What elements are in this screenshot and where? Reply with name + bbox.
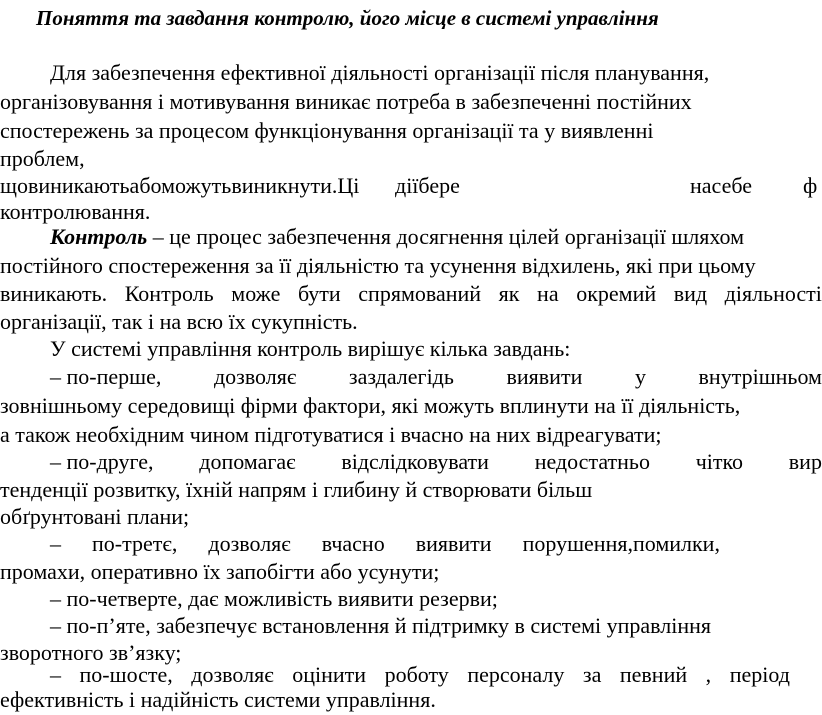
p2-line-4: організації, так і на всю їх сукупність. — [0, 309, 358, 334]
item-first-line-1 — [50, 363, 822, 391]
p1-line-1: Для забезпечення ефективної діяльності організації після планування, — [50, 60, 710, 85]
p2-word: діяльності — [724, 281, 822, 306]
item-word: – по-друге, — [50, 449, 154, 474]
p2-word: Контроль — [124, 281, 214, 306]
p2-word: на — [537, 281, 559, 306]
p2-word: як — [498, 281, 520, 306]
item-word: вир — [788, 449, 822, 474]
p1-line-4: проблем, — [0, 146, 85, 171]
p2-word: вид — [673, 281, 708, 306]
p2-word: може — [231, 281, 281, 306]
p1-line-5 — [0, 172, 816, 200]
p2-word: окремий — [576, 281, 657, 306]
p1-line-6: контролювання. — [0, 199, 151, 224]
p1-line-3: спостережень за процесом функціонування організації та у виявленні — [0, 118, 654, 143]
item-word: чітко — [695, 449, 744, 474]
item-word: вчасно — [321, 531, 385, 556]
p1-line-5-word: діїбере — [395, 173, 460, 198]
item-third-line-1 — [50, 530, 720, 558]
item-word: по-шосте, — [79, 662, 173, 687]
document-title: Поняття та завдання контролю, його місце в системі управління — [36, 6, 659, 30]
p2-word: бути — [297, 281, 341, 306]
item-word: недостатньо — [534, 449, 650, 474]
p1-line-5-word: щовиникаютьабоможутьвиникнути.Ці — [0, 173, 360, 198]
item-word: по-третє, — [92, 531, 178, 556]
item-word: – — [50, 662, 61, 687]
item-word: дозволяє — [213, 364, 297, 389]
p2-line-1 — [50, 223, 744, 251]
item-word: у — [634, 364, 646, 389]
item-second-line-2: тенденції розвитку, їхній напрям і глибину й створювати більш — [0, 477, 593, 502]
item-word: , — [705, 662, 712, 687]
item-first-line-2: зовнішньому середовищі фірми фактори, які можуть вплинути на її діяльність, — [0, 393, 741, 418]
item-second-line-1 — [50, 448, 822, 476]
item-word: період — [729, 662, 790, 687]
p2-word: спрямований — [358, 281, 482, 306]
item-word: дозволяє — [208, 531, 291, 556]
p2-line-2: постійного спостереження за її діяльністю та усунення відхилень, які при цьому — [0, 253, 756, 278]
p1-line-5-word: ф — [803, 173, 818, 198]
p1-line-2: організовування і мотивування виникає потреба в забезпеченні постійних — [0, 89, 692, 114]
item-first-line-3: а також необхідним чином підготуватися і вчасно на них відреагувати; — [0, 422, 662, 447]
item-sixth-line-1 — [50, 661, 790, 689]
item-second-line-3: обґрунтовані плани; — [0, 504, 190, 529]
item-word: персоналу — [467, 662, 565, 687]
item-word: – — [50, 531, 61, 556]
item-word: – по-перше, — [50, 364, 162, 389]
item-word: заздалегідь — [348, 364, 454, 389]
item-sixth-line-2: ефективність і надійність системи управління. — [0, 687, 436, 712]
p3-line-1: У системі управління контроль вирішує кілька завдань: — [50, 336, 571, 361]
item-third-line-2: промахи, оперативно їх запобігти або усунути; — [0, 559, 440, 584]
p2-line-1-rest: – це процес забезпечення досягнення цілей організації шляхом — [147, 224, 745, 249]
item-fifth-line-2: зворотного зв’язку; — [0, 640, 182, 665]
p2-line-3 — [0, 280, 822, 308]
item-word: відслідковувати — [341, 449, 489, 474]
item-fourth-line-1: – по-четверте, дає можливість виявити резерви; — [50, 586, 498, 611]
item-word: виявити — [415, 531, 492, 556]
item-word: оцінити — [292, 662, 367, 687]
item-word: дозволяє — [191, 662, 274, 687]
item-word: допомагає — [199, 449, 296, 474]
item-word: певний — [619, 662, 688, 687]
item-fifth-line-1: – по-п’яте, забезпечує встановлення й підтримку в системі управління — [50, 613, 712, 638]
item-word: внутрішньом — [698, 364, 822, 389]
term-control: Контроль — [50, 224, 148, 249]
p2-word: виникають. — [0, 281, 108, 306]
item-word: порушення,помилки, — [522, 531, 720, 556]
p1-line-5-word: насебе — [690, 173, 753, 198]
item-word: за — [582, 662, 602, 687]
item-word: роботу — [384, 662, 449, 687]
item-word: виявити — [506, 364, 583, 389]
